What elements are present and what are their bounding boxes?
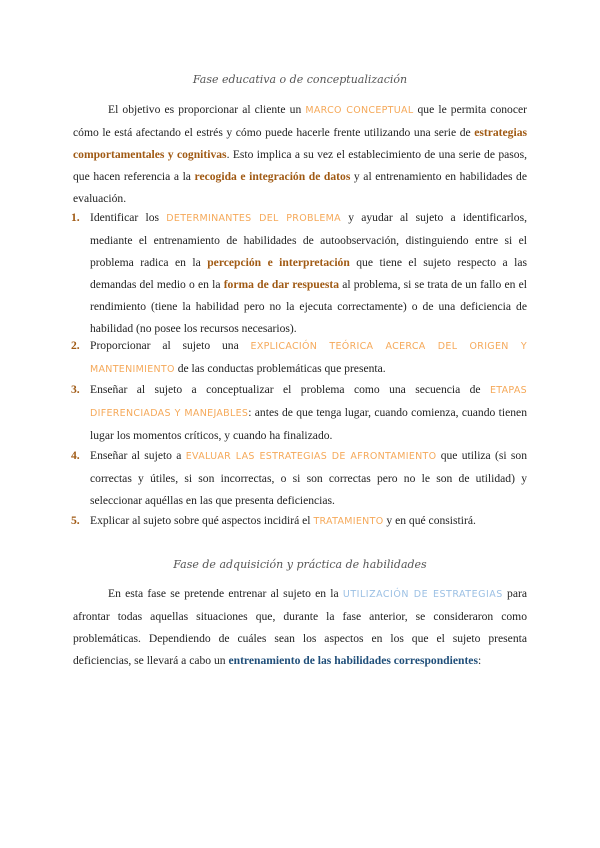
- item-text: Explicar al sujeto sobre qué aspectos incidirá el: [90, 514, 314, 527]
- section-heading-adquisicion: Fase de adquisición y práctica de habilidades: [173, 558, 427, 571]
- highlight-entrenamiento: entrenamiento de las habilidades correspondientes: [228, 654, 478, 667]
- list-item-text: [90, 510, 527, 533]
- list-item-text: [90, 445, 527, 512]
- highlight-tratamiento: TRATAMIENTO: [313, 516, 384, 527]
- list-item-text: [90, 379, 527, 447]
- item-text: que utiliza (si son correctas y útiles, si son incorrectas, o si son correctas pero no le son de utilidad) y seleccionar aquéllas en las que presenta deficiencias.: [90, 449, 527, 507]
- item-text: Enseñar al sujeto a conceptualizar el problema como una secuencia de: [90, 383, 490, 396]
- highlight-estrategias: estrategias comportamentales y cognitivas: [73, 126, 527, 161]
- intro-paragraph: [73, 99, 527, 210]
- paragraph-text: :: [477, 654, 482, 667]
- highlight-utilizacion-estrategias: UTILIZACIÓN DE ESTRATEGIAS: [342, 589, 503, 600]
- list-number: 2.: [71, 339, 80, 352]
- list-item-2: [71, 335, 527, 381]
- highlight-determinantes: DETERMINANTES DEL PROBLEMA: [166, 213, 341, 224]
- intro-text: . Esto implica a su vez el establecimiento de una serie de pasos, que hacen referencia a la: [73, 148, 527, 183]
- list-number: 5.: [71, 514, 80, 527]
- intro-text: que le permita conocer cómo le está afectando el estrés y cómo puede hacerle frente utilizando una serie de: [73, 103, 527, 139]
- item-text: que tiene el sujeto respecto a las demandas del medio o en la: [90, 256, 527, 291]
- list-number: 3.: [71, 383, 80, 396]
- paragraph-text: para afrontar todas aquellas situaciones que, durante la fase anterior, se consideraron como problemáticas. Dependiendo de cuáles sean los aspectos en los que el sujeto presenta deficiencias, se llevará a cabo un: [73, 587, 527, 667]
- item-text: al problema, si se trata de un fallo en el rendimiento (tiene la habilidad pero no la ejecuta correctamente) o de una deficiencia de habilidad (no posee los recursos necesarios).: [90, 278, 527, 335]
- section-heading-conceptualization: Fase educativa o de conceptualización: [192, 73, 408, 86]
- list-item-text: [90, 207, 527, 340]
- list-item-4: [71, 445, 527, 512]
- highlight-evaluar-estrategias: EVALUAR LAS ESTRATEGIAS DE AFRONTAMIENTO: [185, 451, 437, 462]
- list-item-1: [71, 207, 527, 340]
- paragraph-text: En esta fase se pretende entrenar al sujeto en la: [108, 587, 343, 600]
- list-number: 1.: [71, 211, 80, 224]
- highlight-marco-conceptual: MARCO CONCEPTUAL: [305, 105, 414, 116]
- intro-text: y al entrenamiento en habilidades de evaluación.: [73, 170, 528, 205]
- item-text: y ayudar al sujeto a identificarlos, mediante el entrenamiento de habilidades de autoobservación, distinguiendo entre si el problema radica en la: [90, 211, 527, 269]
- list-number: 4.: [71, 449, 80, 462]
- adquisicion-paragraph: [73, 583, 527, 672]
- highlight-forma-respuesta: forma de dar respuesta: [223, 278, 340, 291]
- highlight-percepcion: percepción e interpretación: [207, 256, 350, 269]
- highlight-explicacion-teorica: EXPLICACIÓN TEÓRICA ACERCA DEL ORIGEN Y MANTENIMIENTO: [90, 341, 527, 375]
- item-text: Enseñar al sujeto a: [90, 449, 186, 462]
- intro-text: El objetivo es proporcionar al cliente un: [108, 103, 306, 116]
- highlight-recogida-datos: recogida e integración de datos: [194, 170, 351, 183]
- item-text: Proporcionar al sujeto una: [90, 339, 251, 352]
- item-text: Identificar los: [90, 211, 167, 224]
- item-text: y en qué consistirá.: [383, 514, 476, 527]
- item-text: : antes de que tenga lugar, cuando comienza, cuando tienen lugar los momentos críticos, y cuando ha finalizado.: [90, 406, 527, 442]
- list-item-5: [71, 510, 527, 533]
- list-item-3: [71, 379, 527, 447]
- item-text: de las conductas problemáticas que presenta.: [174, 362, 386, 375]
- highlight-etapas: ETAPAS DIFERENCIADAS Y MANEJABLES: [90, 385, 527, 419]
- list-item-text: [90, 335, 527, 381]
